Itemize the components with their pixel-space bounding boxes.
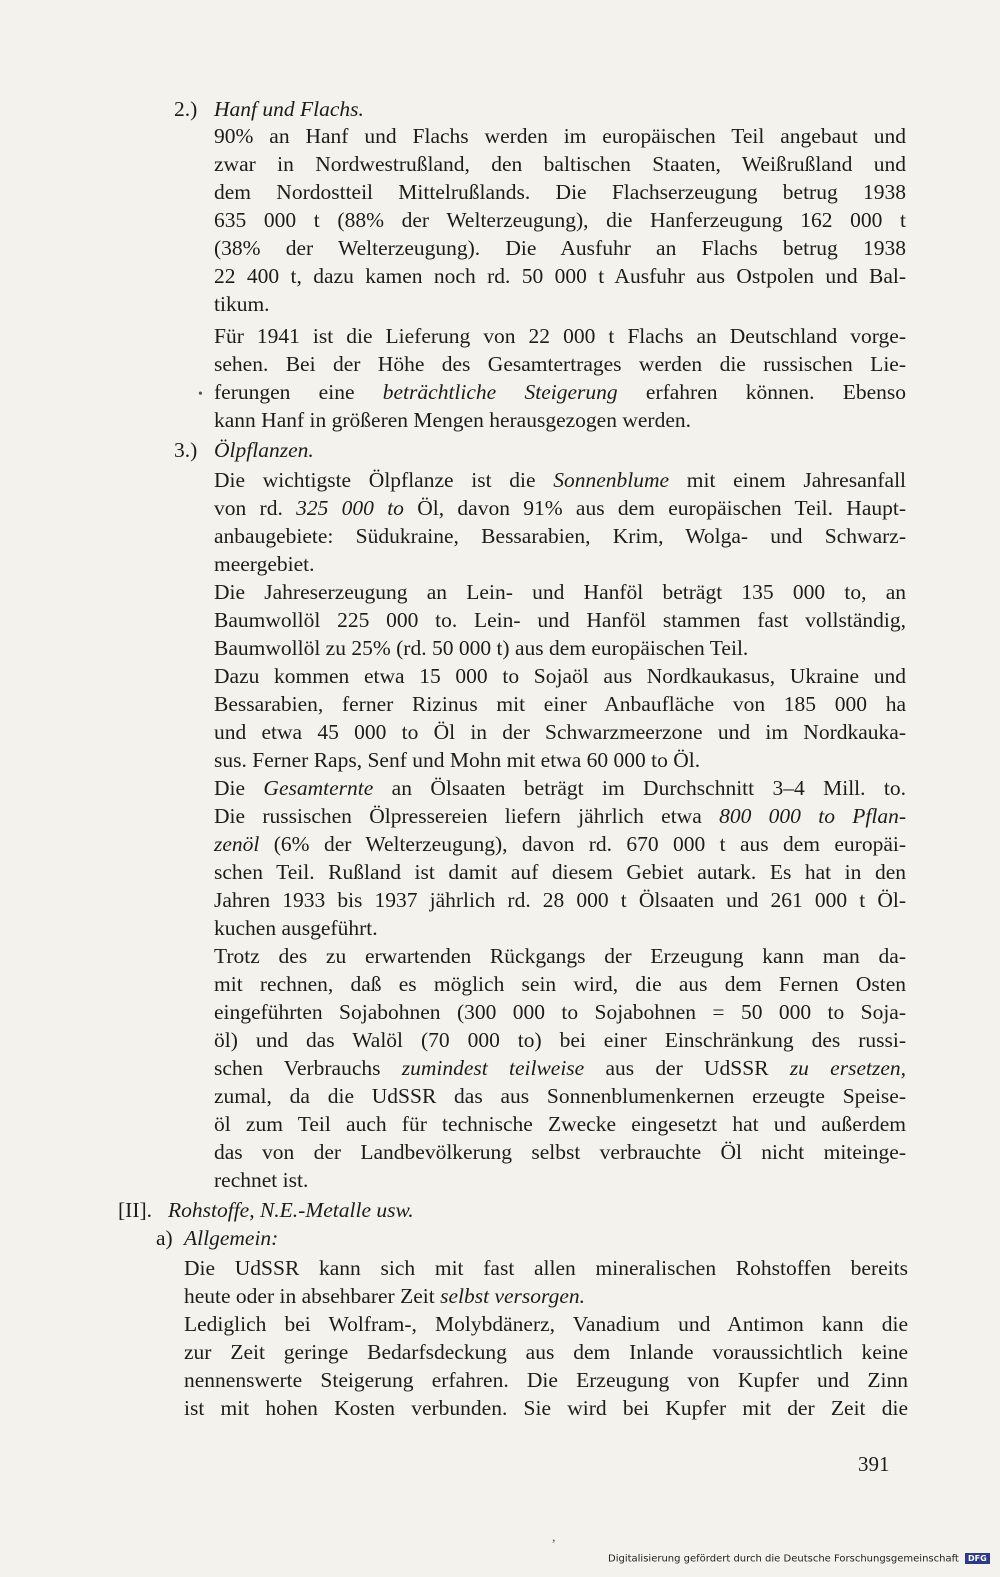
text-line: 635 000 t (88% der Welterzeugung), die Hanferzeugung 162 000 t [214, 208, 906, 232]
text-line: schen Teil. Rußland ist damit auf diesem Gebiet autark. Es hat in den [214, 860, 906, 884]
text-line: öl zum Teil auch für technische Zwecke eingesetzt hat und außerdem [214, 1112, 906, 1136]
text-line: Bessarabien, ferner Rizinus mit einer Anbaufläche von 185 000 ha [214, 692, 906, 716]
text-line: sus. Ferner Raps, Senf und Mohn mit etwa 60 000 to Öl. [214, 748, 701, 772]
text-line: dem Nordostteil Mittelrußlands. Die Flachserzeugung betrug 1938 [214, 180, 906, 204]
text-line: Lediglich bei Wolfram-, Molybdänerz, Vanadium und Antimon kann die [184, 1312, 908, 1336]
text-line: von rd. 325 000 to Öl, davon 91% aus dem europäischen Teil. Haupt- [214, 496, 907, 520]
text-line: 22 400 t, dazu kamen noch rd. 50 000 t Ausfuhr aus Ostpolen und Bal- [214, 264, 906, 288]
text-line: ist mit hohen Kosten verbunden. Sie wird bei Kupfer mit der Zeit die [184, 1396, 908, 1420]
text-line: eingeführten Sojabohnen (300 000 to Sojabohnen = 50 000 to Soja- [214, 1000, 906, 1024]
text-line: Jahren 1933 bis 1937 jährlich rd. 28 000 t Ölsaaten und 261 000 t Öl- [214, 888, 906, 912]
text-line: zenöl (6% der Welterzeugung), davon rd. 670 000 t aus dem europäi- [214, 832, 907, 856]
heading-oelpflanzen: Ölpflanzen. [214, 438, 314, 462]
digitization-footer [608, 1553, 990, 1565]
margin-mark: • [198, 387, 203, 402]
footer-text: Digitalisierung gefördert durch die Deutsche Forschungsgemeinschaft [608, 1553, 959, 1565]
text-line: Die russischen Ölpressereien liefern jährlich etwa 800 000 to Pflan- [214, 804, 907, 828]
text-line: öl) und das Walöl (70 000 to) bei einer Einschränkung des russi- [214, 1028, 906, 1052]
text-line: (38% der Welterzeugung). Die Ausfuhr an Flachs betrug 1938 [214, 236, 906, 260]
text-line: schen Verbrauchs zumindest teilweise aus der UdSSR zu ersetzen, [214, 1056, 906, 1080]
page-number: 391 [858, 1452, 890, 1476]
text-line: meergebiet. [214, 552, 315, 576]
text-line: Baumwollöl zu 25% (rd. 50 000 t) aus dem europäischen Teil. [214, 636, 749, 660]
text-line: zwar in Nordwestrußland, den baltischen Staaten, Weißrußland und [214, 152, 906, 176]
text-line: heute oder in absehbarer Zeit selbst versorgen. [184, 1284, 585, 1308]
text-line: das von der Landbevölkerung selbst verbrauchte Öl nicht miteinge- [214, 1140, 906, 1164]
subitem-letter: a) [156, 1226, 173, 1250]
text-line: rechnet ist. [214, 1168, 309, 1192]
item-number-2: 2.) [174, 97, 198, 121]
text-line: Für 1941 ist die Lieferung von 22 000 t Flachs an Deutschland vorge- [214, 324, 906, 348]
text-line: Die Gesamternte an Ölsaaten beträgt im Durchschnitt 3–4 Mill. to. [214, 776, 906, 800]
heading-allgemein: Allgemein: [184, 1226, 279, 1250]
text-line: zumal, da die UdSSR das aus Sonnenblumenkernen erzeugte Speise- [214, 1084, 906, 1108]
text-line: ferungen eine beträchtliche Steigerung erfahren können. Ebenso [214, 380, 907, 404]
text-line: Die Jahreserzeugung an Lein- und Hanföl beträgt 135 000 to, an [214, 580, 906, 604]
scan-mark: , [552, 1530, 556, 1545]
text-line: tikum. [214, 292, 270, 316]
text-line: Dazu kommen etwa 15 000 to Sojaöl aus Nordkaukasus, Ukraine und [214, 664, 906, 688]
text-line: Baumwollöl 225 000 to. Lein- und Hanföl stammen fast vollständig, [214, 608, 906, 632]
text-line: Die wichtigste Ölpflanze ist die Sonnenblume mit einem Jahresanfall [214, 468, 907, 492]
dfg-logo-icon: DFG [965, 1553, 990, 1564]
heading-hanf-flachs: Hanf und Flachs. [214, 97, 364, 121]
text-line: sehen. Bei der Höhe des Gesamtertrages werden die russischen Lie- [214, 352, 906, 376]
text-line: kann Hanf in größeren Mengen herausgezogen werden. [214, 408, 691, 432]
text-line: Trotz des zu erwartenden Rückgangs der Erzeugung kann man da- [214, 944, 906, 968]
text-line: nennenswerte Steigerung erfahren. Die Erzeugung von Kupfer und Zinn [184, 1368, 908, 1392]
text-line: Die UdSSR kann sich mit fast allen mineralischen Rohstoffen bereits [184, 1256, 908, 1280]
item-number-3: 3.) [174, 438, 198, 462]
heading-rohstoffe: Rohstoffe, N.E.-Metalle usw. [168, 1198, 414, 1222]
text-line: mit rechnen, daß es möglich sein wird, die aus dem Fernen Osten [214, 972, 906, 996]
text-line: anbaugebiete: Südukraine, Bessarabien, Krim, Wolga- und Schwarz- [214, 524, 906, 548]
section-number: [II]. [118, 1198, 153, 1222]
text-line: kuchen ausgeführt. [214, 916, 378, 940]
text-line: und etwa 45 000 to Öl in der Schwarzmeerzone und im Nordkauka- [214, 720, 906, 744]
text-line: 90% an Hanf und Flachs werden im europäischen Teil angebaut und [214, 124, 906, 148]
text-line: zur Zeit geringe Bedarfsdeckung aus dem Inlande voraussichtlich keine [184, 1340, 908, 1364]
